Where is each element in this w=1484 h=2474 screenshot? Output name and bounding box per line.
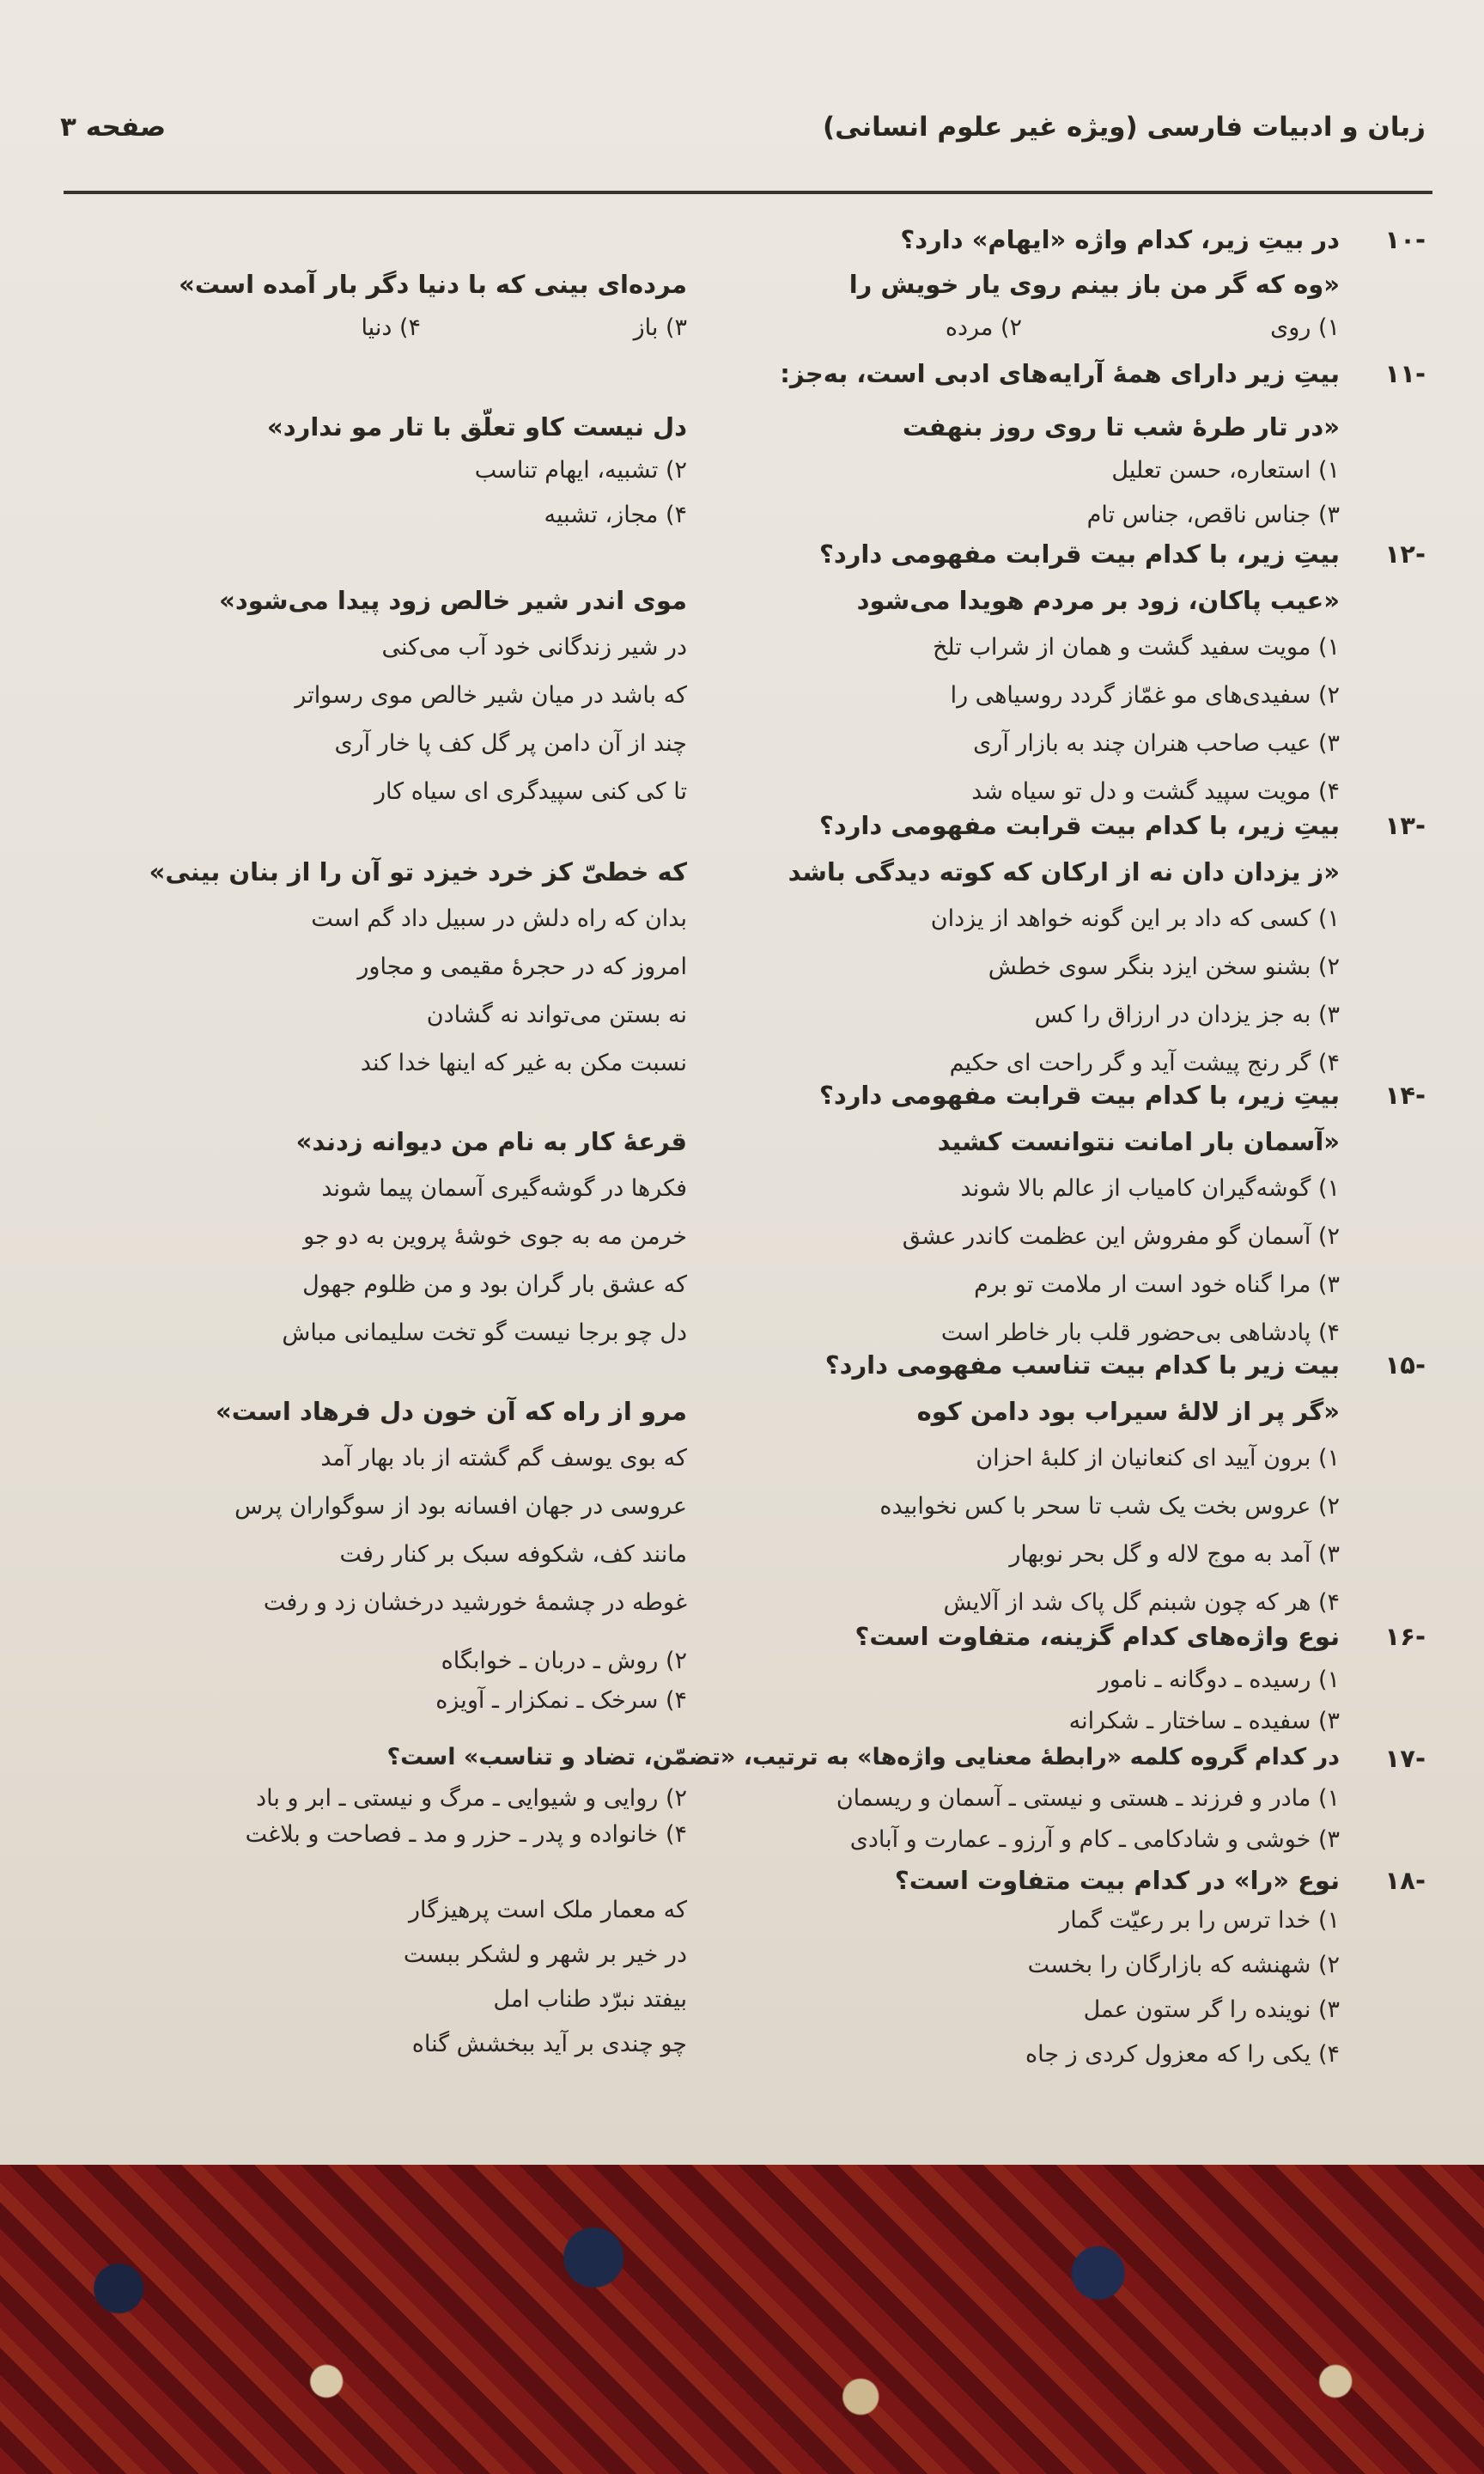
option-3[interactable]: ۳) باز (633, 314, 687, 341)
option-4[interactable]: ۴) دنیا (361, 314, 421, 341)
option-1[interactable]: ۱) خدا ترس را بر رعیّت گمار (1059, 1907, 1340, 1934)
option-4[interactable]: ۴) پادشاهی بی‌حضور قلب بار خاطر است (940, 1319, 1340, 1346)
option-4[interactable]: ۴) مجاز، تشبیه (544, 502, 687, 528)
verse-right: «آسمان بار امانت نتوانست کشید (937, 1127, 1340, 1156)
option-3[interactable]: ۳) سفیده ـ ساختار ـ شکرانه (1068, 1708, 1340, 1734)
option-4-second-hemistich: نسبت مکن به غیر که اینها خدا کند (360, 1050, 687, 1076)
verse-left: مرده‌ای بینی که با دنیا دگر بار آمده است» (179, 270, 687, 299)
option-2-second-hemistich: که باشد در میان شیر خالص موی رسواتر (295, 682, 687, 709)
option-2[interactable]: ۲) بشنو سخن ایزد بنگر سوی خطش (988, 954, 1340, 980)
option-2[interactable]: ۲) مرده (945, 314, 1022, 341)
option-3[interactable]: ۳) خوشی و شادکامی ـ کام و آرزو ـ عمارت و آبادی (849, 1826, 1340, 1853)
carpet-background (0, 2165, 1484, 2474)
question-text: در بیتِ زیر، کدام واژه «ایهام» دارد؟ (900, 225, 1340, 254)
option-1-second-hemistich: که بوی یوسف گم گشته از باد بهار آمد (320, 1445, 687, 1472)
question-number: -۱۸ (1384, 1866, 1426, 1895)
option-3[interactable]: ۳) جناس ناقص، جناس تام (1086, 502, 1340, 528)
question-number: -۱۷ (1384, 1744, 1426, 1773)
header-rule (64, 191, 1432, 194)
option-1[interactable]: ۱) مادر و فرزند ـ هستی و نیستی ـ آسمان و ریسمان (836, 1785, 1340, 1812)
option-2-second-hemistich: در خیر بر شهر و لشکر ببست (403, 1941, 687, 1968)
option-4[interactable]: ۴) مویت سپید گشت و دل تو سیاه شد (971, 778, 1340, 805)
option-3-second-hemistich: چند از آن دامن پر گل کف پا خار آری (334, 730, 687, 757)
option-4-second-hemistich: غوطه در چشمهٔ خورشید درخشان زد و رفت (263, 1589, 687, 1616)
option-1-second-hemistich: در شیر زندگانی خود آب می‌کنی (381, 634, 687, 661)
option-2-second-hemistich: امروز که در حجرهٔ مقیمی و مجاور (357, 954, 687, 980)
option-1-second-hemistich: بدان که راه دلش در سبیل داد گم است (311, 905, 687, 932)
option-4-second-hemistich: تا کی کنی سپیدگری ای سیاه کار (374, 778, 687, 805)
question-number: -۱۶ (1384, 1622, 1426, 1651)
option-3[interactable]: ۳) نوینده را گر ستون عمل (1083, 1996, 1340, 2023)
question-text: بیت زیر با کدام بیت تناسب مفهومی دارد؟ (824, 1350, 1340, 1380)
question-number: -۱۲ (1384, 539, 1426, 569)
option-3-second-hemistich: مانند کف، شکوفه سبک بر کنار رفت (339, 1541, 687, 1568)
option-1[interactable]: ۱) کسی که داد بر این گونه خواهد از یزدان (930, 905, 1340, 932)
option-2[interactable]: ۲) آسمان گو مفروش این عظمت کاندر عشق (902, 1223, 1340, 1250)
option-1[interactable]: ۱) گوشه‌گیران کامیاب از عالم بالا شوند (960, 1175, 1340, 1202)
verse-right: «وه که گر من باز بینم روی یار خویش را (848, 270, 1340, 299)
option-2[interactable]: ۲) تشبیه، ایهام تناسب (474, 457, 687, 484)
option-4-second-hemistich: دل چو برجا نیست گو تخت سلیمانی مباش (282, 1319, 687, 1346)
option-1[interactable]: ۱) استعاره، حسن تعلیل (1111, 457, 1340, 484)
option-4[interactable]: ۴) سرخک ـ نمکزار ـ آویزه (435, 1687, 687, 1714)
option-2[interactable]: ۲) روایی و شیوایی ـ مرگ و نیستی ـ ابر و باد (256, 1785, 687, 1812)
question-text: بیتِ زیر، با کدام بیت قرابت مفهومی دارد؟ (819, 539, 1340, 569)
option-3[interactable]: ۳) مرا گناه خود است ار ملامت تو برم (974, 1271, 1340, 1298)
option-1[interactable]: ۱) مویت سفید گشت و همان از شراب تلخ (932, 634, 1340, 661)
question-number: -۱۰ (1384, 225, 1426, 254)
option-2-second-hemistich: خرمن مه به جوی خوشهٔ پروین به دو جو (303, 1223, 687, 1250)
option-3[interactable]: ۳) آمد به موج لاله و گل بحر نوبهار (1009, 1541, 1340, 1568)
question-number: -۱۴ (1384, 1081, 1426, 1110)
option-4[interactable]: ۴) یکی را که معزول کردی ز جاه (1025, 2041, 1340, 2068)
option-3-second-hemistich: نه بستن می‌تواند نه گشادن (426, 1002, 687, 1028)
option-2[interactable]: ۲) عروس بخت یک شب تا سحر با کس نخوابیده (879, 1493, 1340, 1520)
option-4[interactable]: ۴) گر رنج پیشت آید و گر راحت ای حکیم (949, 1050, 1340, 1076)
exam-title: زبان و ادبیات فارسی (ویژه غیر علوم انسانی) (822, 112, 1426, 143)
option-3-second-hemistich: که عشق بار گران بود و من ظلوم جهول (302, 1271, 687, 1298)
option-1-second-hemistich: که معمار ملک است پرهیزگار (408, 1897, 687, 1923)
option-1[interactable]: ۱) روی (1270, 314, 1340, 341)
option-4-second-hemistich: چو چندی بر آید ببخشش گناه (411, 2031, 687, 2057)
verse-right: «عیب پاکان، زود بر مردم هویدا می‌شود (856, 586, 1340, 615)
option-4[interactable]: ۴) خانواده و پدر ـ حزر و مد ـ فصاحت و بلاغت (245, 1821, 687, 1848)
option-2-second-hemistich: عروسی در جهان افسانه بود از سوگواران پرس (234, 1493, 687, 1520)
option-2[interactable]: ۲) سفیدی‌های مو غمّاز گردد روسیاهی را (950, 682, 1340, 709)
question-text: در کدام گروه کلمه «رابطهٔ معنایی واژه‌ها» به ترتیب، «تضمّن، تضاد و تناسب» است؟ (386, 1744, 1340, 1770)
option-3[interactable]: ۳) عیب صاحب هنران چند به بازار آری (973, 730, 1340, 757)
verse-right: «ز یزدان دان نه از ارکان که کوته دیدگی باشد (788, 857, 1340, 887)
question-text: بیتِ زیر دارای همهٔ آرایه‌های ادبی است، به‌جز: (780, 359, 1340, 388)
verse-left: قرعهٔ کار به نام من دیوانه زدند» (295, 1127, 687, 1156)
option-3-second-hemistich: بیفتد نبرّد طناب امل (493, 1986, 687, 2013)
verse-left: مرو از راه که آن خون دل فرهاد است» (215, 1397, 687, 1426)
verse-right: «در تار طرهٔ شب تا روی روز بنهفت (902, 412, 1340, 442)
option-1[interactable]: ۱) رسیده ـ دوگانه ـ نامور (1098, 1667, 1340, 1693)
verse-left: دل نیست کاو تعلّق با تار مو ندارد» (267, 412, 687, 442)
question-number: -۱۳ (1384, 811, 1426, 840)
option-1[interactable]: ۱) برون آیید ای کنعانیان از کلبهٔ احزان (976, 1445, 1340, 1472)
question-number: -۱۱ (1384, 359, 1426, 388)
page-number: صفحه ۳ (60, 112, 167, 143)
option-2[interactable]: ۲) شهنشه که بازارگان را بخست (1027, 1952, 1340, 1978)
question-text: بیتِ زیر، با کدام بیت قرابت مفهومی دارد؟ (819, 811, 1340, 840)
option-3[interactable]: ۳) به جز یزدان در ارزاق را کس (1034, 1002, 1340, 1028)
question-number: -۱۵ (1384, 1350, 1426, 1380)
option-4[interactable]: ۴) هر که چون شبنم گل پاک شد از آلایش (943, 1589, 1340, 1616)
verse-right: «گر پر از لالهٔ سیراب بود دامن کوه (916, 1397, 1340, 1426)
question-text: بیتِ زیر، با کدام بیت قرابت مفهومی دارد؟ (819, 1081, 1340, 1110)
verse-left: موی اندر شیر خالص زود پیدا می‌شود» (219, 586, 687, 615)
option-1-second-hemistich: فکرها در گوشه‌گیری آسمان پیما شوند (321, 1175, 687, 1202)
question-text: نوع واژه‌های کدام گزینه، متفاوت است؟ (855, 1622, 1340, 1651)
page-header (60, 112, 1426, 155)
option-2[interactable]: ۲) روش ـ دربان ـ خوابگاه (441, 1648, 687, 1674)
question-text: نوع «را» در کدام بیت متفاوت است؟ (894, 1866, 1340, 1895)
verse-left: که خطیّ کز خرد خیزد تو آن را از بنان بینی» (149, 857, 687, 887)
